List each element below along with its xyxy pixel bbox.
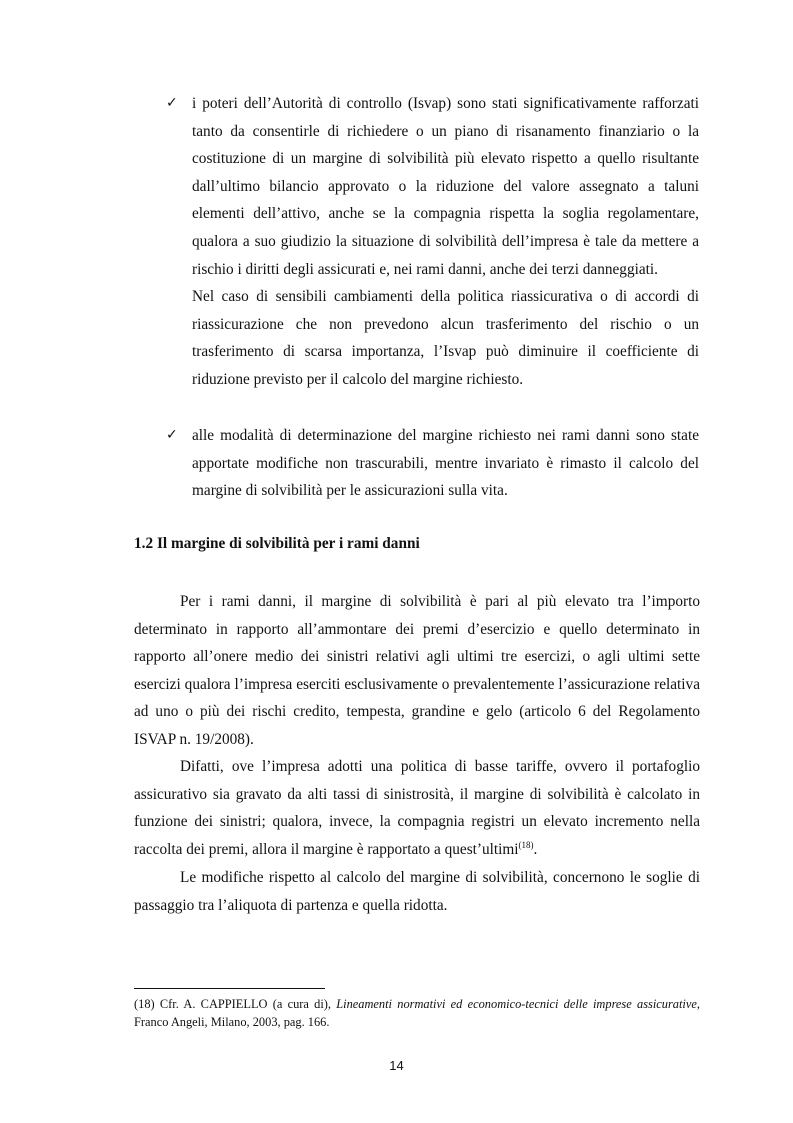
bullet-item-margin-methods [166,422,699,505]
footnote-book-title: Lineamenti normativi ed economico-tecnici delle imprese assicurative [336,997,697,1011]
checkmark-icon: ✓ [166,95,178,111]
bullet-text: i poteri dell’Autorità di controllo (Isvap) sono stati significativamente rafforzati tanto da consentirle di richiedere o un piano di risanamento finanziario o la costituzione di un margine di solvibilità più elevato rispetto a quello risultante dall’ultimo bilancio approvato o la riduzione del valore assegnato a taluni elementi dell’attivo, anche se la compagnia rispetta la soglia regolamentare, qualora a suo giudizio la situazione di solvibilità dell’impresa è tale da mettere a rischio i diritti degli assicurati e, nei rami danni, anche dei terzi danneggiati. [192,95,699,278]
body-paragraph: Le modifiche rispetto al calcolo del margine di solvibilità, concernono le soglie di passaggio tra l’aliquota di partenza e quella ridotta. [134,869,700,914]
bullet-continuation: Nel caso di sensibili cambiamenti della politica riassicurativa o di accordi di riassicurazione che non prevedono alcun trasferimento del rischio o un trasferimento di scarsa importanza, l’Isvap può diminuire il coefficiente di riduzione previsto per il calcolo del margine richiesto. [192,288,699,388]
bullet-item-isvap-powers [166,90,699,394]
body-paragraph [134,753,700,863]
footnote [134,995,700,1031]
section-heading: 1.2 Il margine di solvibilità per i rami danni [134,535,420,552]
bullet-text: alle modalità di determinazione del margine richiesto nei rami danni sono state apportate modifiche non trascurabili, mentre invariato è rimasto il calcolo del margine di solvibilità per le assicurazioni sulla vita. [192,427,699,500]
paragraph-end: . [533,840,538,858]
page-number: 14 [389,1058,404,1073]
body-paragraph: Per i rami danni, il margine di solvibilità è pari al più elevato tra l’importo determinato in rapporto all’ammontare dei premi d’esercizio e quello determinato in rapporto all’onere medio dei sinistri relativi agli ultimi tre esercizi, o agli ultimi sette esercizi qualora l’impresa eserciti esclusivamente o prevalentemente l’assicurazione relativa ad uno o più dei rischi credito, tempesta, grandine e gelo (articolo 6 del Regolamento ISVAP n. 19/2008). [134,593,700,748]
footnote-reference[interactable]: (18) [518,839,534,850]
checkmark-icon: ✓ [166,427,178,443]
footnote-number: (18) [134,997,155,1011]
footnote-divider [134,988,325,989]
footnote-suffix: , Franco Angeli, Milano, 2003, pag. 166. [134,997,700,1029]
paragraph-text: Difatti, ove l’impresa adotti una politica di basse tariffe, ovvero il portafoglio assicurativo sia gravato da alti tassi di sinistrosità, il margine di solvibilità è calcolato in funzione dei sinistri; qualora, invece, la compagnia registri un elevato incremento nella raccolta dei premi, allora il margine è rapportato a quest’ultimi [134,758,700,858]
footnote-prefix: Cfr. A. CAPPIELLO (a cura di), [159,997,331,1011]
